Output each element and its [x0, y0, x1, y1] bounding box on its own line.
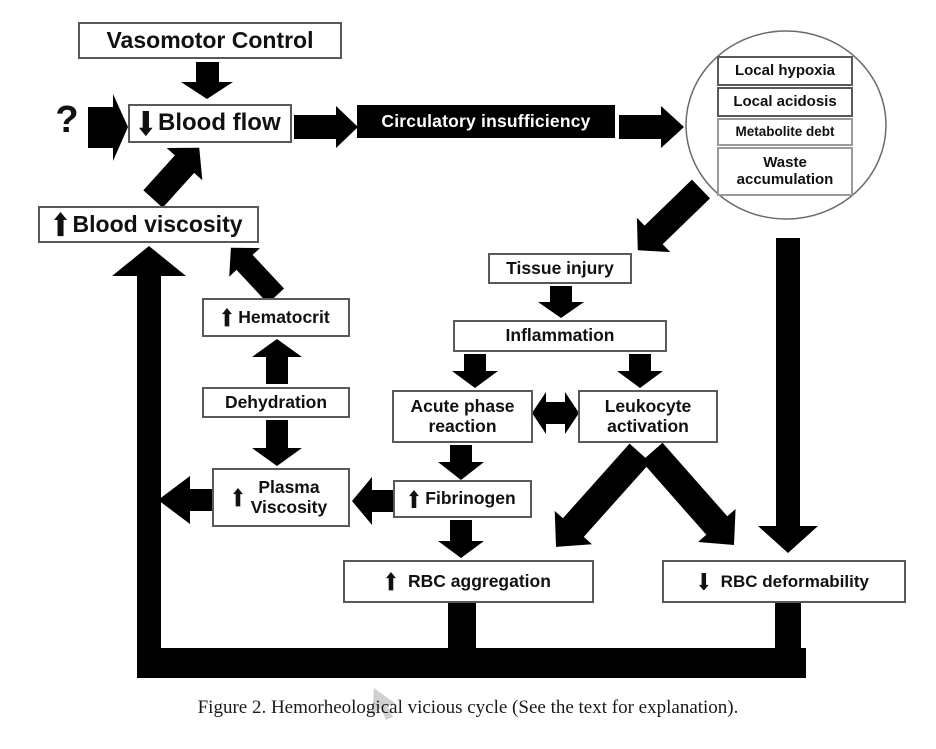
- arrow-circle-to-rbc-deformability: [758, 238, 818, 553]
- feedback-bottom-bar: [137, 648, 806, 678]
- figure-caption: Figure 2. Hemorheological vicious cycle (See the text for explanation).: [197, 697, 739, 718]
- node-blood-flow: [128, 104, 292, 143]
- node-label: Local hypoxia: [734, 61, 836, 79]
- node-plasma-viscosity: [212, 468, 350, 527]
- node-label: Inflammation: [505, 325, 615, 346]
- node-rbc-aggregation: [343, 560, 594, 603]
- node-vasomotor-control: [78, 22, 342, 59]
- arrow-fibrinogen-to-plasma: [352, 477, 393, 525]
- node-tissue-injury: [488, 253, 632, 284]
- node-label: Vasomotor Control: [106, 26, 314, 53]
- arrow-dehydration-to-hematocrit: [252, 339, 302, 384]
- node-label: Waste accumulation: [736, 153, 834, 188]
- node-label: RBC deformability: [720, 571, 869, 591]
- node-local-hypoxia: [717, 56, 853, 86]
- arrow-leukocyte-to-rbc-aggregation: [537, 436, 658, 563]
- node-rbc-deformability: [662, 560, 906, 603]
- arrow-vasomotor-to-blood-flow: [181, 62, 233, 99]
- feedback-stub-rbc-aggregation: [448, 599, 476, 650]
- arrow-question-to-blood-flow: [88, 94, 128, 161]
- arrow-blood-viscosity-to-blood-flow: [135, 132, 217, 215]
- arrow-acute-leukocyte-double: [532, 392, 579, 434]
- arrow-circle-to-tissue-injury: [621, 172, 718, 268]
- node-label: RBC aggregation: [408, 570, 551, 591]
- node-hematocrit: [202, 298, 350, 337]
- node-label: Hematocrit: [238, 306, 330, 327]
- node-waste-accumulation: [717, 147, 853, 196]
- node-dehydration: [202, 387, 350, 418]
- node-label: Leukocyte activation: [604, 395, 692, 436]
- down-arrow-icon: [699, 573, 709, 591]
- down-arrow-icon: [139, 111, 153, 136]
- node-local-acidosis: [717, 87, 853, 117]
- node-label: Plasma Viscosity: [250, 476, 328, 517]
- node-label: Dehydration: [224, 391, 328, 412]
- up-arrow-icon: [54, 212, 67, 236]
- feedback-arrowhead-to-blood-viscosity: [112, 246, 186, 276]
- node-label: Fibrinogen: [425, 488, 516, 509]
- question-mark: ?: [55, 98, 79, 141]
- feedback-left-bar: [137, 272, 161, 654]
- arrow-circulatory-to-circle: [619, 106, 684, 148]
- node-circulatory-insufficiency: [357, 105, 615, 138]
- up-arrow-icon: [222, 308, 232, 326]
- node-leukocyte-activation: [578, 390, 718, 443]
- node-acute-phase-reaction: [392, 390, 533, 443]
- node-metabolite-debt: [717, 118, 853, 146]
- arrow-acute-to-fibrinogen: [438, 445, 484, 480]
- node-label: Blood viscosity: [72, 210, 243, 237]
- node-label: Local acidosis: [733, 92, 837, 110]
- up-arrow-icon: [233, 488, 243, 506]
- node-label: Metabolite debt: [735, 124, 835, 140]
- arrow-inflammation-to-acute-phase: [452, 354, 498, 388]
- node-blood-viscosity: [38, 206, 259, 243]
- node-inflammation: [453, 320, 667, 352]
- arrow-tissue-to-inflammation: [538, 286, 584, 318]
- arrow-blood-flow-to-circulatory: [294, 106, 358, 148]
- feedback-stub-rbc-deformability: [775, 599, 801, 650]
- arrow-fibrinogen-to-rbc-aggregation: [438, 520, 484, 558]
- up-arrow-icon: [409, 490, 419, 508]
- node-label: Acute phase reaction: [410, 395, 515, 436]
- arrow-leukocyte-to-rbc-deformability: [633, 435, 753, 561]
- up-arrow-icon: [386, 572, 396, 590]
- arrow-plasma-to-feedback-bar: [158, 476, 212, 524]
- arrow-inflammation-to-leukocyte: [617, 354, 663, 388]
- node-label: Tissue injury: [506, 257, 614, 278]
- arrow-dehydration-to-plasma: [252, 420, 302, 466]
- node-label: Circulatory insufficiency: [381, 110, 591, 131]
- node-label: Blood flow: [158, 109, 281, 137]
- node-fibrinogen: [393, 480, 532, 518]
